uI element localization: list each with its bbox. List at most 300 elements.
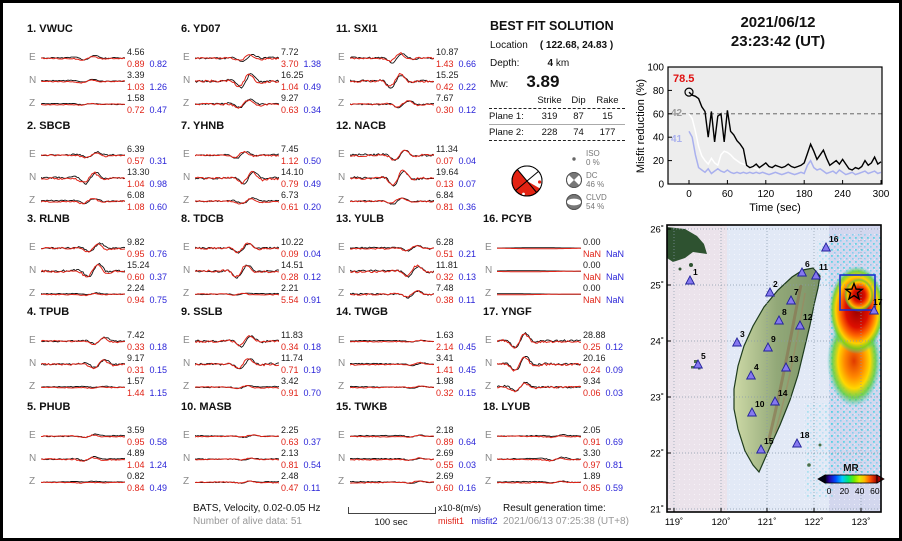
waveform-plot	[497, 471, 581, 493]
misfit-values	[127, 483, 181, 493]
misfit2-value: 1.26	[149, 82, 168, 92]
trace-values	[127, 330, 181, 352]
trace-row-n	[27, 448, 179, 470]
misfit-values	[583, 249, 637, 259]
component-label: Z	[29, 288, 36, 299]
nodal-plane-table	[489, 93, 625, 141]
misfit2-value: 0.22	[458, 82, 477, 92]
misfit2-value: 0.82	[149, 59, 168, 69]
event-date: 2021/06/12	[740, 14, 816, 31]
amplitude-value: 9.82	[127, 237, 145, 247]
trace-values	[436, 353, 493, 375]
amplitude-value: 7.42	[127, 330, 145, 340]
misfit2-value: 0.19	[303, 365, 322, 375]
misfit2-value: 1.24	[149, 460, 168, 470]
station-header: 9. SSLB	[181, 306, 223, 318]
component-label: N	[338, 172, 346, 183]
trace-values	[436, 70, 490, 92]
misfit-values	[436, 342, 490, 352]
station-group-yngf	[483, 306, 635, 401]
misfit1-value: 1.44	[127, 388, 145, 398]
waveform-plot	[41, 330, 125, 352]
trace-row-n	[483, 448, 635, 470]
waveform-plot	[195, 47, 279, 69]
misfit-values	[281, 342, 335, 352]
trace-row-e	[181, 237, 333, 259]
amplitude-value: 3.41	[436, 353, 454, 363]
clvd-percent: 54 %	[586, 202, 605, 211]
station-header: 16. PCYB	[483, 213, 532, 225]
waveform-plot	[41, 283, 125, 305]
component-label: Z	[485, 381, 492, 392]
waveform-plot	[350, 237, 434, 259]
amplitude-value: 9.27	[281, 93, 299, 103]
component-label: Z	[183, 381, 190, 392]
misfit-legend	[438, 516, 498, 526]
station-header: 1. VWUC	[27, 23, 73, 35]
misfit2-value: 0.45	[458, 342, 477, 352]
station-header: 13. YULB	[336, 213, 385, 225]
trace-values	[281, 353, 335, 375]
trace-row-e	[336, 237, 488, 259]
waveform-plot	[195, 260, 279, 282]
map-station-number: 12	[803, 312, 813, 322]
trace-values	[281, 190, 335, 212]
component-label: N	[29, 358, 37, 369]
trace-row-e	[27, 144, 179, 166]
misfit2-value: 0.49	[303, 82, 322, 92]
waveform-plot	[41, 190, 125, 212]
trace-row-e	[27, 330, 179, 352]
amplitude-value: 1.89	[583, 471, 601, 481]
trace-row-e	[27, 47, 179, 69]
misfit-values	[127, 156, 181, 166]
station-header: 5. PHUB	[27, 401, 71, 413]
misfit-values	[583, 483, 637, 493]
component-label: Z	[183, 476, 190, 487]
colorbar-tick-label: 20	[839, 486, 850, 496]
map-station-number: 10	[755, 399, 765, 409]
clvd-component	[565, 193, 607, 211]
misfit2-value: 0.20	[303, 202, 322, 212]
amplitude-value: 3.39	[127, 70, 145, 80]
misfit-values	[583, 388, 637, 398]
waveform-plot	[195, 190, 279, 212]
amplitude-value: 6.08	[127, 190, 145, 200]
waveform-plot	[195, 376, 279, 398]
trace-values	[436, 47, 490, 69]
iso-icon	[565, 149, 583, 167]
y-tick-label: 0	[658, 179, 664, 191]
location-value: ( 122.68, 24.83 )	[539, 40, 614, 51]
amplitude-value: 6.28	[436, 237, 454, 247]
trace-row-z	[27, 283, 179, 305]
solution-heading: BEST FIT SOLUTION	[490, 19, 614, 33]
amplitude-value: 9.34	[583, 376, 601, 386]
misfit2-value: 0.18	[149, 342, 168, 352]
event-time: 23:23:42 (UT)	[730, 33, 826, 50]
trace-row-e	[483, 330, 635, 352]
trace-row-z	[181, 190, 333, 212]
misfit-values	[583, 365, 637, 375]
depth-unit: km	[555, 58, 570, 69]
misfit-values	[583, 342, 637, 352]
misfit-values	[127, 272, 181, 282]
map-station-number: 14	[778, 388, 788, 398]
trace-row-e	[336, 330, 488, 352]
waveform-plot	[41, 47, 125, 69]
time-scalebar-label: 100 sec	[374, 517, 408, 528]
component-label: E	[183, 430, 190, 441]
time-scalebar	[348, 507, 436, 514]
trace-row-n	[336, 167, 488, 189]
y-tick-label: 40	[652, 132, 664, 144]
waveform-plot	[350, 190, 434, 212]
component-label: N	[183, 172, 191, 183]
trace-values	[436, 237, 490, 259]
waveform-plot	[41, 448, 125, 470]
misfit-values	[281, 82, 335, 92]
trace-row-z	[27, 93, 179, 115]
trace-row-n	[27, 167, 179, 189]
misfit-values	[436, 483, 490, 493]
trace-values	[281, 330, 335, 352]
component-label: Z	[183, 98, 190, 109]
misfit1-value: 0.33	[127, 342, 145, 352]
component-label: E	[183, 242, 190, 253]
station-group-rlnb	[27, 213, 179, 308]
dc-icon	[565, 171, 583, 189]
amplitude-value: 3.59	[127, 425, 145, 435]
misfit1-value: 1.43	[436, 59, 454, 69]
component-label: N	[183, 265, 191, 276]
station-header: 14. TWGB	[336, 306, 388, 318]
trace-row-e	[181, 330, 333, 352]
amplitude-value: 6.73	[281, 190, 299, 200]
mw-value: 3.89	[526, 72, 560, 91]
misfit-values	[281, 59, 335, 69]
trace-row-n	[181, 353, 333, 375]
component-label: Z	[29, 98, 36, 109]
dc-component	[565, 171, 604, 189]
x-tick-label: 120	[757, 189, 775, 200]
misfit1-value: 0.97	[583, 460, 601, 470]
station-group-nacb	[336, 120, 488, 215]
misfit2-value: 0.49	[149, 483, 168, 493]
station-header: 15. TWKB	[336, 401, 388, 413]
station-header: 11. SXI1	[336, 23, 378, 35]
misfit-values	[436, 105, 490, 115]
trace-values	[436, 190, 490, 212]
colorbar-label: MR	[843, 463, 859, 474]
misfit2-value: 0.37	[303, 437, 322, 447]
waveform-plot	[195, 353, 279, 375]
component-label: Z	[338, 288, 345, 299]
misfit1-value: 1.04	[127, 179, 145, 189]
trace-row-n	[336, 70, 488, 92]
trace-row-z	[336, 93, 488, 115]
waveform-plot	[350, 283, 434, 305]
misfit2-label: misfit2	[471, 516, 498, 526]
station-group-tdcb	[181, 213, 333, 308]
station-group-twgb	[336, 306, 488, 401]
trace-values	[281, 167, 335, 189]
strike-header: Strike	[537, 95, 562, 106]
component-label: N	[183, 453, 191, 464]
misfit2-value: 0.09	[605, 365, 624, 375]
filter-note: BATS, Velocity, 0.02-0.05 Hz	[193, 503, 321, 514]
misfit-values	[436, 388, 490, 398]
component-label: E	[183, 335, 190, 346]
station-group-yulb	[336, 213, 488, 308]
trace-row-n	[336, 353, 488, 375]
map-station-number: 6	[805, 259, 810, 269]
misfit2-value: 0.07	[458, 179, 477, 189]
waveform-plot	[41, 260, 125, 282]
location-row	[490, 40, 613, 51]
amplitude-value: 3.42	[281, 376, 299, 386]
component-label: N	[29, 172, 37, 183]
y-tick-label: 80	[652, 85, 664, 97]
waveform-plot	[350, 93, 434, 115]
waveform-plot	[195, 70, 279, 92]
component-label: E	[485, 430, 492, 441]
amplitude-value: 19.64	[436, 167, 459, 177]
amplitude-value: 0.00	[583, 283, 601, 293]
misfit1-value: 0.07	[436, 156, 454, 166]
dc-label: DC	[586, 171, 598, 180]
misfit2-value: 0.04	[303, 249, 322, 259]
misfit2-value: 0.98	[149, 179, 168, 189]
misfit1-value: 0.13	[436, 179, 454, 189]
component-label: N	[183, 358, 191, 369]
waveform-plot	[350, 330, 434, 352]
component-label: E	[338, 52, 345, 63]
misfit1-value: 0.63	[281, 437, 299, 447]
component-label: Z	[29, 381, 36, 392]
amplitude-value: 2.18	[436, 425, 454, 435]
misfit-values	[281, 249, 335, 259]
misfit1-label: misfit1	[438, 516, 465, 526]
waveform-plot	[41, 376, 125, 398]
y-axis-label: Misfit reduction (%)	[635, 78, 647, 174]
misfit1-value: 1.03	[127, 82, 145, 92]
component-label: Z	[338, 98, 345, 109]
lon-tick-label: 120˚	[711, 517, 731, 528]
trace-values	[583, 330, 637, 352]
misfit-values	[127, 82, 181, 92]
trace-row-e	[483, 237, 635, 259]
annotation-42: 42	[671, 108, 683, 119]
misfit2-value: NaN	[606, 249, 625, 259]
component-label: E	[485, 335, 492, 346]
x-tick-label: 60	[721, 189, 733, 200]
misfit1-value: 1.04	[281, 82, 299, 92]
amplitude-value: 11.74	[281, 353, 303, 363]
misfit1-value: 1.04	[127, 460, 145, 470]
trace-values	[127, 70, 181, 92]
component-label: N	[485, 453, 493, 464]
station-header: 3. RLNB	[27, 213, 70, 225]
waveform-plot	[41, 167, 125, 189]
amplitude-value: 2.25	[281, 425, 299, 435]
component-label: E	[485, 242, 492, 253]
amplitude-value: 10.22	[281, 237, 304, 247]
x-tick-label: 0	[686, 189, 692, 200]
trace-values	[281, 237, 335, 259]
misfit1-value: 0.91	[583, 437, 601, 447]
iso-percent: 0 %	[586, 158, 600, 167]
waveform-plot	[41, 144, 125, 166]
amplitude-value: 13.30	[127, 167, 150, 177]
waveform-plot	[195, 93, 279, 115]
station-header: 18. LYUB	[483, 401, 531, 413]
trace-values	[436, 471, 490, 493]
component-label: N	[338, 453, 346, 464]
misfit-values	[436, 156, 490, 166]
trace-values	[281, 93, 335, 115]
trace-row-e	[483, 425, 635, 447]
amplitude-value: 2.21	[281, 283, 299, 293]
amplitude-value: 28.88	[583, 330, 606, 340]
misfit-reduction-chart	[633, 58, 902, 220]
focal-mechanism-beachball-icon	[510, 164, 546, 200]
misfit-values	[281, 272, 335, 282]
misfit-values	[583, 295, 637, 305]
amplitude-value: 2.13	[281, 448, 299, 458]
station-header: 10. MASB	[181, 401, 232, 413]
waveform-plot	[195, 471, 279, 493]
amplitude-value: 0.00	[583, 260, 601, 270]
map-station-number: 16	[829, 234, 839, 244]
lat-tick-label: 26˚	[650, 224, 664, 236]
trace-values	[281, 260, 335, 282]
plane2-row: Plane 2: 228 74 177	[489, 125, 625, 141]
trace-values	[583, 425, 637, 447]
misfit1-value: 0.32	[436, 272, 454, 282]
trace-values	[436, 144, 490, 166]
misfit1-value: 0.28	[281, 272, 299, 282]
misfit1-value: 0.79	[281, 179, 299, 189]
component-label: E	[338, 430, 345, 441]
lat-tick-label: 22˚	[650, 448, 664, 460]
trace-row-z	[181, 471, 333, 493]
station-group-pcyb	[483, 213, 635, 308]
component-label: E	[338, 335, 345, 346]
amplitude-value: 1.58	[127, 93, 145, 103]
misfit1-value: 0.32	[436, 388, 454, 398]
misfit2-value: 0.45	[458, 365, 477, 375]
misfit-values	[436, 249, 490, 259]
waveform-plot	[350, 448, 434, 470]
trace-row-z	[181, 283, 333, 305]
misfit2-value: 0.11	[458, 295, 476, 305]
lat-tick-label: 23˚	[650, 392, 664, 404]
table-header-row	[489, 93, 625, 109]
trace-row-e	[27, 237, 179, 259]
misfit-values	[583, 460, 637, 470]
amplitude-value: 9.17	[127, 353, 145, 363]
waveform-plot	[41, 93, 125, 115]
misfit1-value: 1.08	[127, 202, 145, 212]
station-group-lyub	[483, 401, 635, 496]
map-station-number: 11	[819, 262, 828, 272]
amplitude-unit-label: x10-8(m/s)	[438, 503, 482, 513]
trace-values	[281, 47, 335, 69]
misfit1-value: 0.24	[583, 365, 601, 375]
waveform-plot	[350, 47, 434, 69]
waveform-plot	[497, 376, 581, 398]
waveform-plot	[195, 425, 279, 447]
misfit2-value: 0.15	[458, 388, 477, 398]
trace-values	[127, 144, 181, 166]
misfit2-value: 0.81	[605, 460, 624, 470]
trace-values	[583, 448, 637, 470]
amplitude-value: 3.30	[583, 448, 601, 458]
trace-values	[436, 167, 490, 189]
trace-values	[436, 93, 490, 115]
misfit-values	[281, 156, 335, 166]
waveform-plot	[497, 353, 581, 375]
misfit1-value: 0.63	[281, 105, 299, 115]
map-station-number: 18	[800, 430, 810, 440]
misfit2-value: 1.38	[303, 59, 322, 69]
trace-row-e	[181, 47, 333, 69]
alive-data-note: Number of alive data: 51	[193, 516, 302, 527]
x-axis-label: Time (sec)	[749, 202, 801, 214]
amplitude-value: 7.45	[281, 144, 299, 154]
amplitude-value: 15.25	[436, 70, 459, 80]
map-station-number: 7	[794, 287, 799, 297]
misfit2-value: 0.34	[303, 105, 322, 115]
misfit2-value: 0.37	[149, 272, 168, 282]
trace-row-e	[336, 425, 488, 447]
component-label: Z	[338, 195, 345, 206]
station-group-yhnb	[181, 120, 333, 215]
trace-row-n	[336, 448, 488, 470]
location-label: Location	[490, 40, 528, 51]
misfit1-value: 0.61	[281, 202, 299, 212]
trace-values	[127, 283, 181, 305]
station-header: 4. TPUB	[27, 306, 70, 318]
trace-values	[127, 448, 181, 470]
lon-tick-label: 119˚	[664, 517, 684, 528]
trace-row-n	[181, 70, 333, 92]
misfit-values	[281, 483, 335, 493]
amplitude-value: 1.63	[436, 330, 454, 340]
trace-values	[436, 425, 490, 447]
misfit2-value: 0.12	[303, 272, 322, 282]
misfit-values	[127, 249, 181, 259]
depth-label: Depth:	[490, 58, 520, 69]
misfit1-value: 0.94	[127, 295, 145, 305]
clvd-icon	[565, 193, 583, 211]
amplitude-value: 2.69	[436, 448, 454, 458]
misfit1-value: 0.30	[436, 105, 454, 115]
iso-label: ISO	[586, 149, 600, 158]
waveform-plot	[497, 330, 581, 352]
component-label: Z	[183, 195, 190, 206]
trace-values	[281, 70, 335, 92]
trace-row-n	[483, 353, 635, 375]
station-header: 2. SBCB	[27, 120, 71, 132]
misfit1-value: 2.14	[436, 342, 454, 352]
lon-tick-label: 121˚	[757, 517, 777, 528]
misfit2-value: 0.47	[149, 105, 168, 115]
misfit-values	[127, 179, 181, 189]
misfit1-value: 3.70	[281, 59, 299, 69]
misfit-values	[281, 437, 335, 447]
